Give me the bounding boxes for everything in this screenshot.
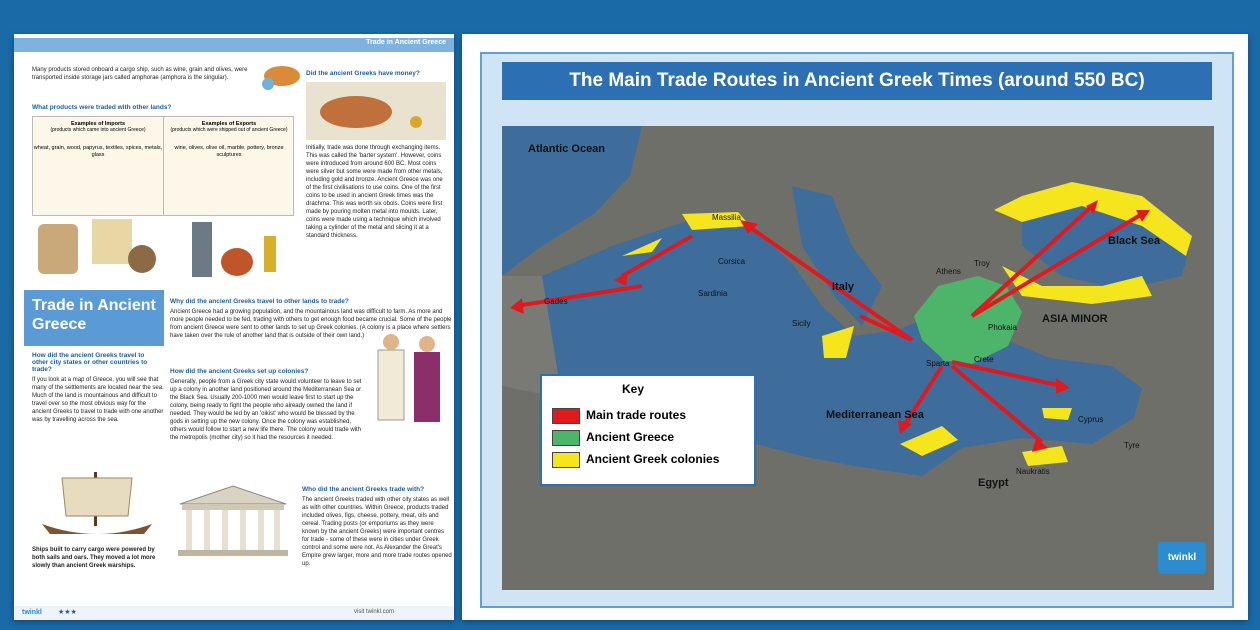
label-gades: Gades xyxy=(544,297,568,306)
label-massilia: Massilia xyxy=(712,213,741,222)
colonies-text: Generally, people from a Greek city state would volunteer to leave to set up a colony in another land positioned around the Mediterranean Sea or the Black Sea. Usually 200-1000 men would leave first to start up the colony, being ready to fight the people who already owned the land if needed. They would be led by an 'oikist' who would be blessed by the gods in setting up the new colony. Once the colony was established, others would follow to start a new life there. The colony would trade with the metropolis (mother city) so it had the resources it needed. xyxy=(170,379,362,441)
products-question: What products were traded with other lands? xyxy=(32,104,172,111)
label-asia-minor: ASIA MINOR xyxy=(1042,313,1108,325)
key-swatch-greece xyxy=(552,430,580,446)
label-italy: Italy xyxy=(832,281,855,293)
label-black-sea: Black Sea xyxy=(1108,235,1160,247)
key-label-greece: Ancient Greece xyxy=(586,430,675,445)
money-text: Initially, trade was done through exchanging items. This was called the 'barter system'. However, coins were introduced from around 600 BC. Most coins were silver but some were made from other metals, including gold and bronze. Ancient Greece was one of the first civilisations to use coins. One of the first coins to be used in ancient Greek times was the drachma. This was worth six obols. Coins were first made by pouring molten metal into moulds. Later, coins were made using a technique which involved taking a cylinder of the metal and slicing it at a standard thickness. xyxy=(306,145,443,239)
imports-heading: Examples of Imports xyxy=(70,121,126,127)
why-text: Ancient Greece had a growing population, and the mountainous land was difficult to farm. As more and more people needed to be fed, trading with others to get enough food became crucial. Some of the people from ancient Greece were sent to other lands to set up Greek colonies. (A colony is a place where settlers have taken over the rule of another land that is outside of their own land.) xyxy=(170,309,452,339)
ship-caption: Ships built to carry cargo were powered by both sails and oars. They moved a lot more slowly than ancient Greek warships. xyxy=(32,547,156,569)
amphora-illustration xyxy=(254,58,304,94)
footer-brand: twinkl xyxy=(22,609,42,616)
label-cyprus: Cyprus xyxy=(1078,415,1104,424)
exports-subheading: (products which were shipped out of ancient Greece) xyxy=(170,127,288,133)
colonies-question: How did the ancient Greeks set up colonies? xyxy=(170,368,309,375)
key-swatch-colonies xyxy=(552,452,580,468)
label-mediterranean: Mediterranean Sea xyxy=(826,409,924,421)
travel-question: How did the ancient Greeks travel to other city states or other countries to trade? xyxy=(32,352,148,373)
label-sicily: Sicily xyxy=(792,319,811,328)
map-poster xyxy=(462,34,1248,620)
key-row-colonies xyxy=(552,452,719,468)
info-sheet xyxy=(14,34,454,620)
trade-goods-illustration xyxy=(32,214,292,284)
key-swatch-routes xyxy=(552,408,580,424)
label-corsica: Corsica xyxy=(718,257,746,266)
money-question: Did the ancient Greeks have money? xyxy=(306,70,420,77)
label-egypt: Egypt xyxy=(978,477,1009,489)
imports-subheading: (products which came into ancient Greece) xyxy=(50,127,146,133)
label-tyre: Tyre xyxy=(1124,441,1140,450)
label-sardinia: Sardinia xyxy=(698,289,728,298)
exports-list: wine, olives, olive oil, marble, pottery, bronze sculptures xyxy=(174,145,284,158)
temple-illustration xyxy=(170,482,296,560)
label-naukratis: Naukratis xyxy=(1016,467,1050,476)
footer-stars: ★★★ xyxy=(58,609,77,616)
label-phokaia: Phokaia xyxy=(988,323,1017,332)
label-sparta: Sparta xyxy=(926,359,950,368)
exports-heading: Examples of Exports xyxy=(201,121,257,127)
label-crete: Crete xyxy=(974,355,994,364)
twinkl-logo: twinkl xyxy=(1158,542,1206,574)
footer-url: visit twinkl.com xyxy=(354,609,395,615)
label-athens: Athens xyxy=(936,267,961,276)
trade-routes-map xyxy=(502,126,1214,590)
travel-text: If you look at a map of Greece, you will see that many of the settlements are located near the sea. Much of the land is mountainous and difficult to travel over so the most obvious way for the ancient Greeks to travel to trade with one another was by travelling across the sea. xyxy=(32,377,164,423)
map-title: The Main Trade Routes in Ancient Greek Times (around 550 BC) xyxy=(502,62,1212,100)
label-troy: Troy xyxy=(974,259,990,268)
key-row-routes xyxy=(552,408,686,424)
sheet-banner xyxy=(14,38,454,52)
ship-illustration xyxy=(32,464,162,542)
banner-title: Trade in Ancient Greece xyxy=(366,39,446,46)
imports-list: wheat, grain, wood, papyrus, textiles, spices, metals, glass xyxy=(33,145,163,158)
imports-column xyxy=(33,117,163,215)
key-label-colonies: Ancient Greek colonies xyxy=(586,452,720,467)
key-row-greece xyxy=(552,430,674,446)
map-frame xyxy=(480,52,1234,608)
label-atlantic: Atlantic Ocean xyxy=(528,143,606,155)
greek-people-illustration xyxy=(368,330,452,430)
key-title: Key xyxy=(622,382,645,396)
exports-column xyxy=(163,117,294,215)
who-text: The ancient Greeks traded with other city states as well as with other countries. Within Greece, products traded included olives, figs, cheese, pottery, meat, oils and cereal. Trading posts (or emporiums as they were known by the ancient Greeks) were important centres for trade - some of these were in cities under Greek control and some were not. As Alexander the Great's Empire grew larger, more and more trade routes opened up. xyxy=(302,497,452,567)
colony-cyprus xyxy=(1042,408,1072,420)
sheet-footer xyxy=(14,606,454,620)
map-key xyxy=(540,374,756,486)
sheet-title: Trade in Ancient Greece xyxy=(24,290,164,346)
why-question: Why did the ancient Greeks travel to other lands to trade? xyxy=(170,298,349,305)
intro-text: Many products stored onboard a cargo ship, such as wine, grain and olives, were transported inside storage jars called amphorae (amphora is the singular). xyxy=(32,67,248,81)
trade-table xyxy=(32,116,294,216)
key-label-routes: Main trade routes xyxy=(586,408,687,423)
coins-jar-illustration xyxy=(306,82,446,140)
who-question: Who did the ancient Greeks trade with? xyxy=(302,486,425,493)
